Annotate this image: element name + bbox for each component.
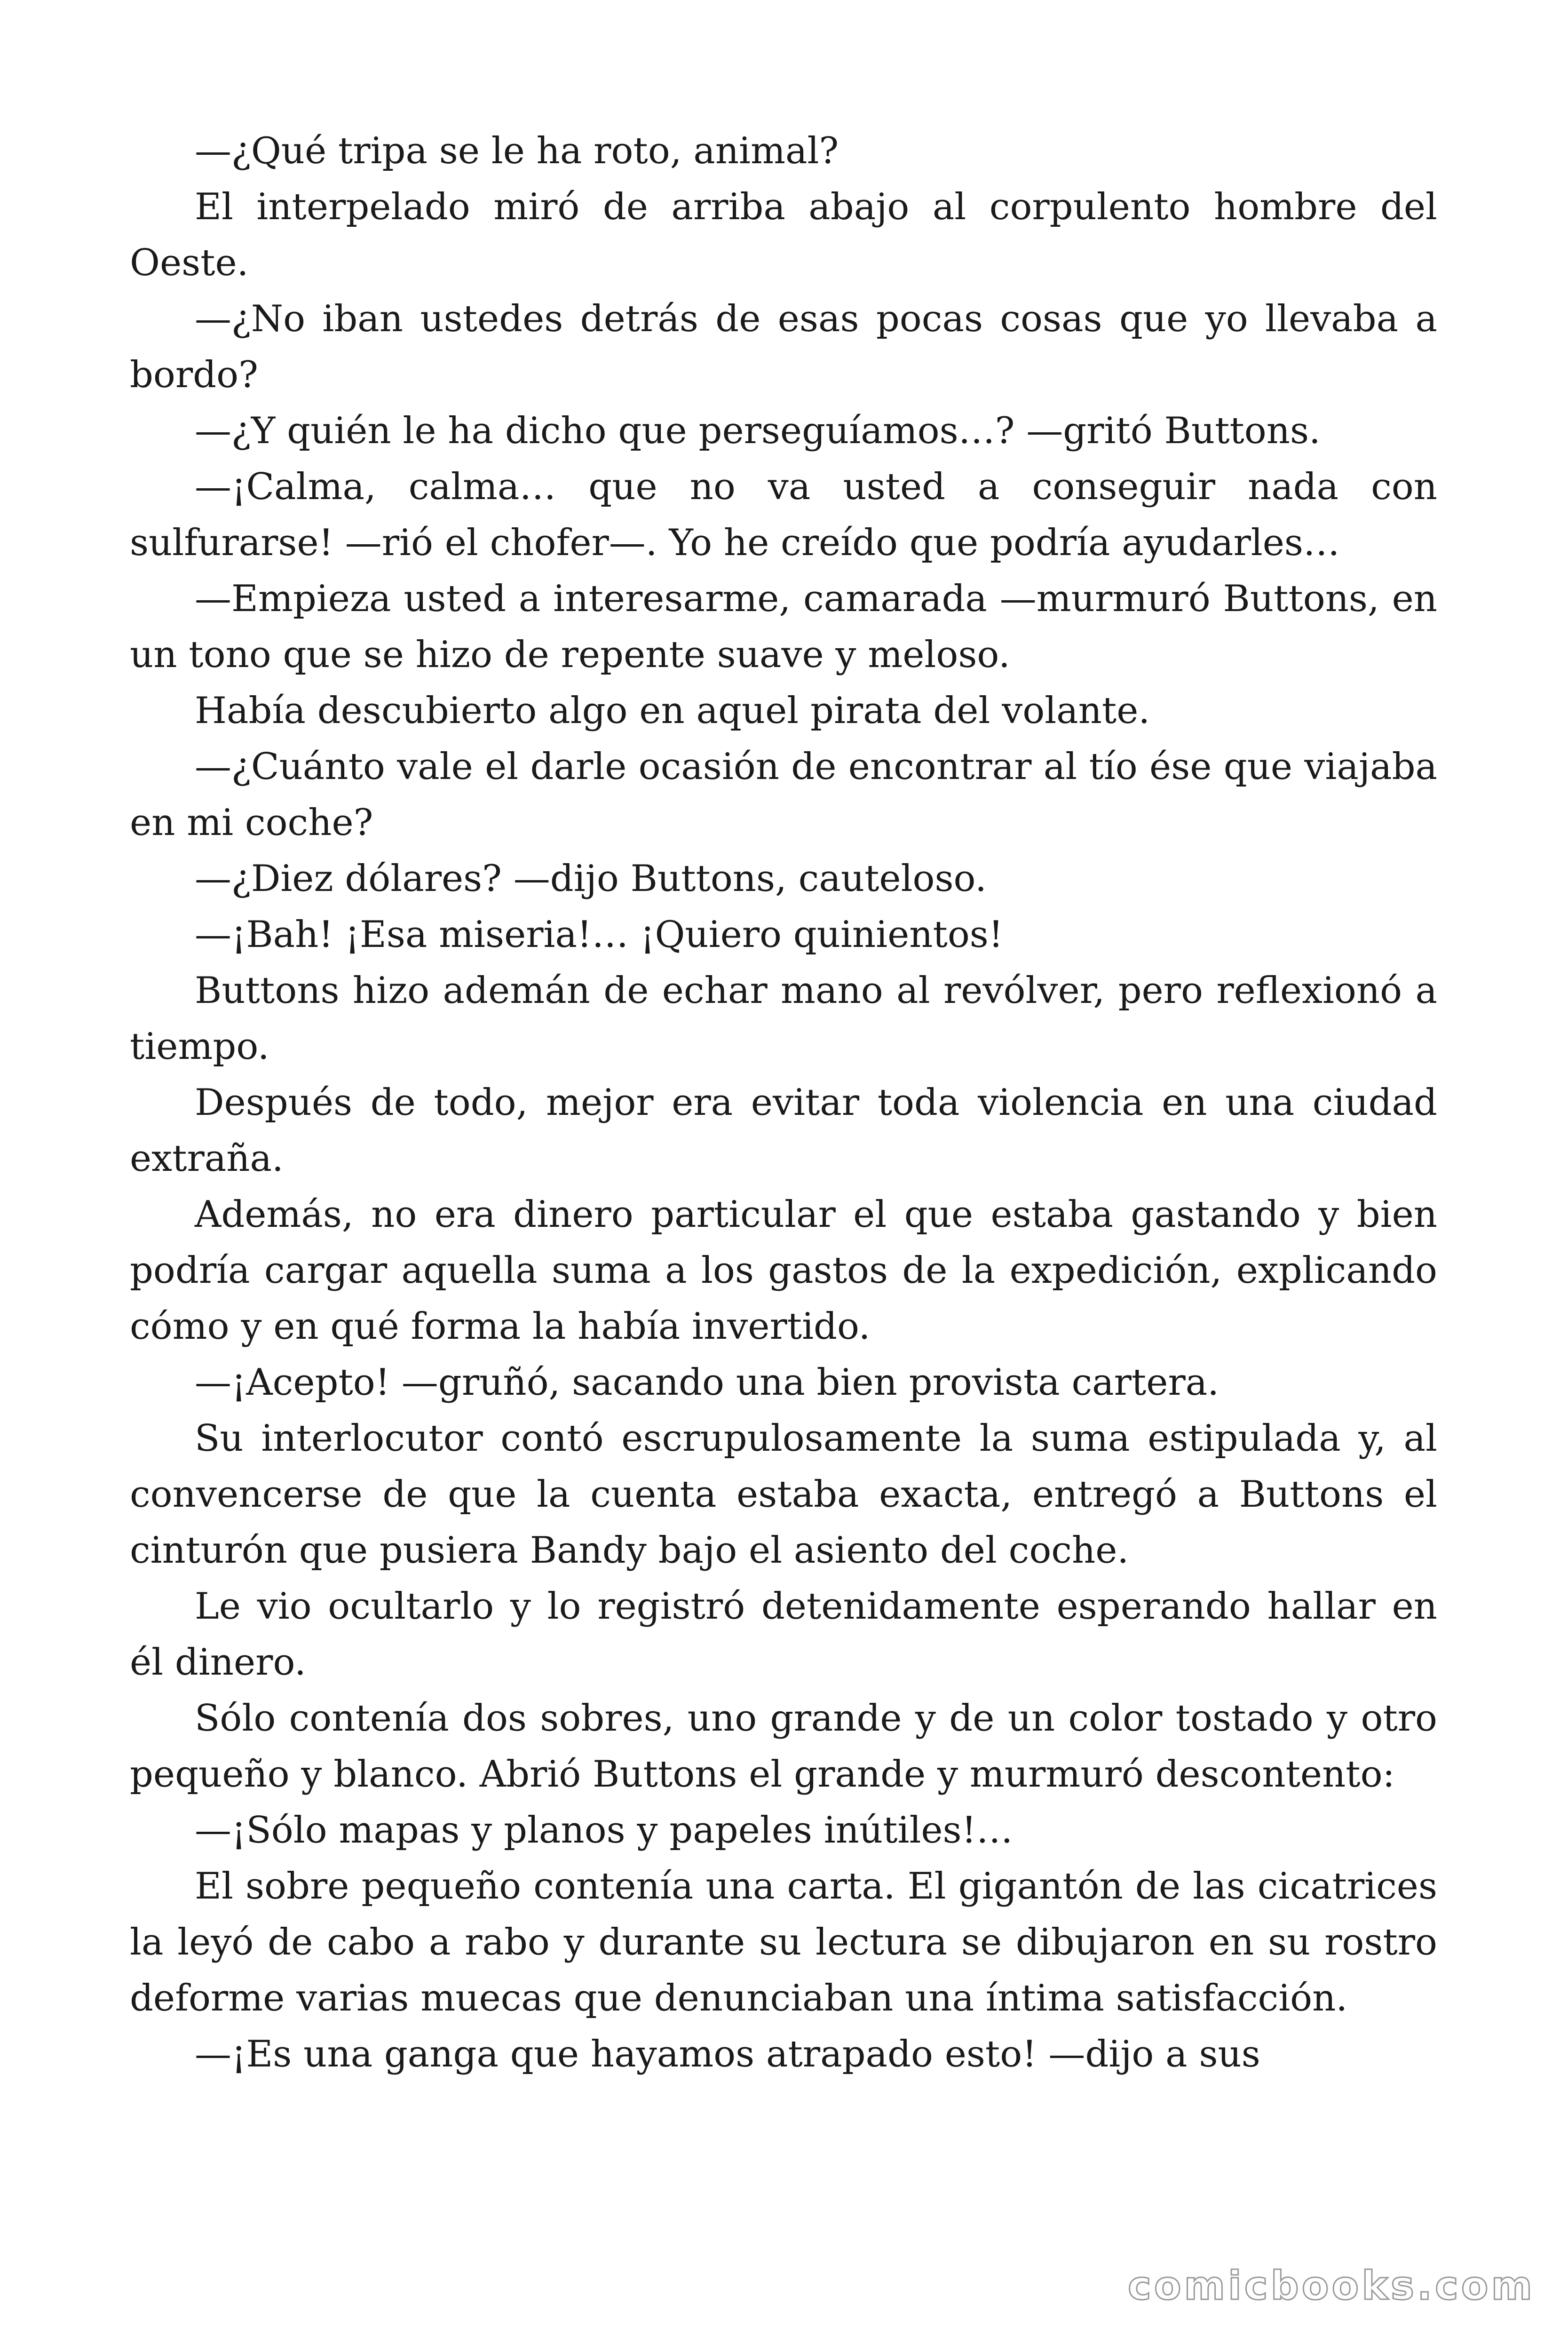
paragraph: Después de todo, mejor era evitar toda violencia en una ciudad extraña. <box>130 1081 1437 1180</box>
watermark: comicbooks.com <box>1128 2263 1535 2309</box>
paragraph: —¡Acepto! —gruñó, sacando una bien provista cartera. <box>195 1361 1220 1404</box>
paragraph: Además, no era dinero particular el que estaba gastando y bien podría cargar aquella suma a los gastos de la expedición, explicando cómo y en qué forma la había invertido. <box>130 1193 1437 1348</box>
paragraph: Sólo contenía dos sobres, uno grande y de un color tostado y otro pequeño y blanco. Abrió Buttons el grande y murmuró descontento: <box>130 1697 1437 1796</box>
paragraph: —Empieza usted a interesarme, camarada —murmuró Buttons, en un tono que se hizo de repente suave y meloso. <box>130 578 1437 676</box>
paragraph: Le vio ocultarlo y lo registró detenidamente esperando hallar en él dinero. <box>130 1585 1437 1684</box>
paragraph: —¿No iban ustedes detrás de esas pocas cosas que yo llevaba a bordo? <box>130 298 1437 396</box>
paragraph: —¿Qué tripa se le ha roto, animal? <box>195 130 839 172</box>
paragraph: —¡Es una ganga que hayamos atrapado esto! —dijo a sus <box>195 2033 1260 2075</box>
body-text <box>130 123 1437 2082</box>
paragraph: —¿Cuánto vale el darle ocasión de encontrar al tío ése que viajaba en mi coche? <box>130 746 1437 844</box>
paragraph: —¿Y quién le ha dicho que perseguíamos…? —gritó Buttons. <box>195 410 1321 452</box>
paragraph: —¡Bah! ¡Esa miseria!… ¡Quiero quinientos! <box>195 914 1004 956</box>
paragraph: Su interlocutor contó escrupulosamente la suma estipulada y, al convencerse de que la cuenta estaba exacta, entregó a Buttons el cinturón que pusiera Bandy bajo el asiento del coche. <box>130 1417 1437 1572</box>
paragraph: —¿Diez dólares? —dijo Buttons, cauteloso. <box>195 858 987 900</box>
paragraph: —¡Sólo mapas y planos y papeles inútiles!… <box>195 1809 1013 1851</box>
paragraph: Había descubierto algo en aquel pirata del volante. <box>195 690 1150 732</box>
paragraph: Buttons hizo ademán de echar mano al revólver, pero reflexionó a tiempo. <box>130 969 1437 1068</box>
paragraph: El sobre pequeño contenía una carta. El gigantón de las cicatrices la leyó de cabo a rabo y durante su lectura se dibujaron en su rostro deforme varias muecas que denunciaban una íntima satisfacción. <box>130 1865 1437 2019</box>
paragraph: El interpelado miró de arriba abajo al corpulento hombre del Oeste. <box>130 186 1437 284</box>
paragraph: —¡Calma, calma… que no va usted a conseguir nada con sulfurarse! —rió el chofer—. Yo he creído que podría ayudarles… <box>130 466 1437 564</box>
